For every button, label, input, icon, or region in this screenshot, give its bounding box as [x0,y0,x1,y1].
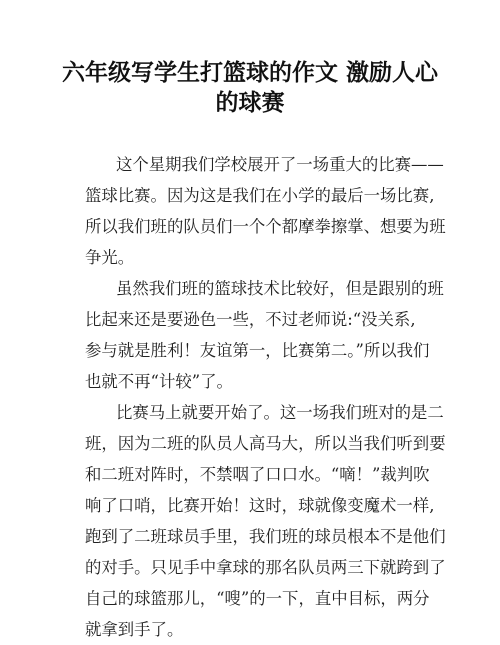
article-body [85,149,446,645]
paragraph-line: 所以我们班的队员们一个个都摩拳擦掌、想要为班 [85,217,446,236]
paragraph-line: 班，因为二班的队员人高马大，所以当我们听到要 [85,434,446,453]
paragraph-line: 虽然我们班的篮球技术比较好，但是跟别的班 [116,279,444,298]
title-line: 的球赛 [215,90,285,116]
paragraph-line: 这个星期我们学校展开了一场重大的比赛—— [116,155,444,174]
paragraph [85,273,444,397]
paragraph [85,149,446,273]
paragraph-line: 比起来还是要逊色一些，不过老师说:“没关系, [85,310,416,329]
paragraph-line: 参与就是胜利！友谊第一，比赛第二。”所以我们 [85,341,430,360]
paragraph-line: 篮球比赛。因为这是我们在小学的最后一场比赛, [85,186,435,205]
paragraph [85,397,446,645]
paragraph-line: 也就不再“计较”了。 [85,372,233,391]
paragraph-line: 比赛马上就要开始了。这一场我们班对的是二 [116,403,444,422]
paragraph-line: 和二班对阵时，不禁咽了口口水。“嘀！”裁判吹 [85,465,430,484]
paragraph-line: 自己的球篮那儿，“嗖”的一下，直中目标，两分 [85,589,430,608]
paragraph-line: 争光。 [85,248,135,267]
paragraph-line: 响了口哨，比赛开始！这时，球就像变魔术一样, [85,496,435,515]
article-title [60,58,440,118]
paragraph-line: 的对手。只见手中拿球的那名队员两三下就跨到了 [85,558,446,577]
paragraph-line: 跑到了二班球员手里，我们班的球员根本不是他们 [85,527,446,546]
paragraph-line: 就拿到手了。 [85,620,184,639]
title-line: 六年级写学生打篮球的作文 激励人心 [61,60,438,86]
